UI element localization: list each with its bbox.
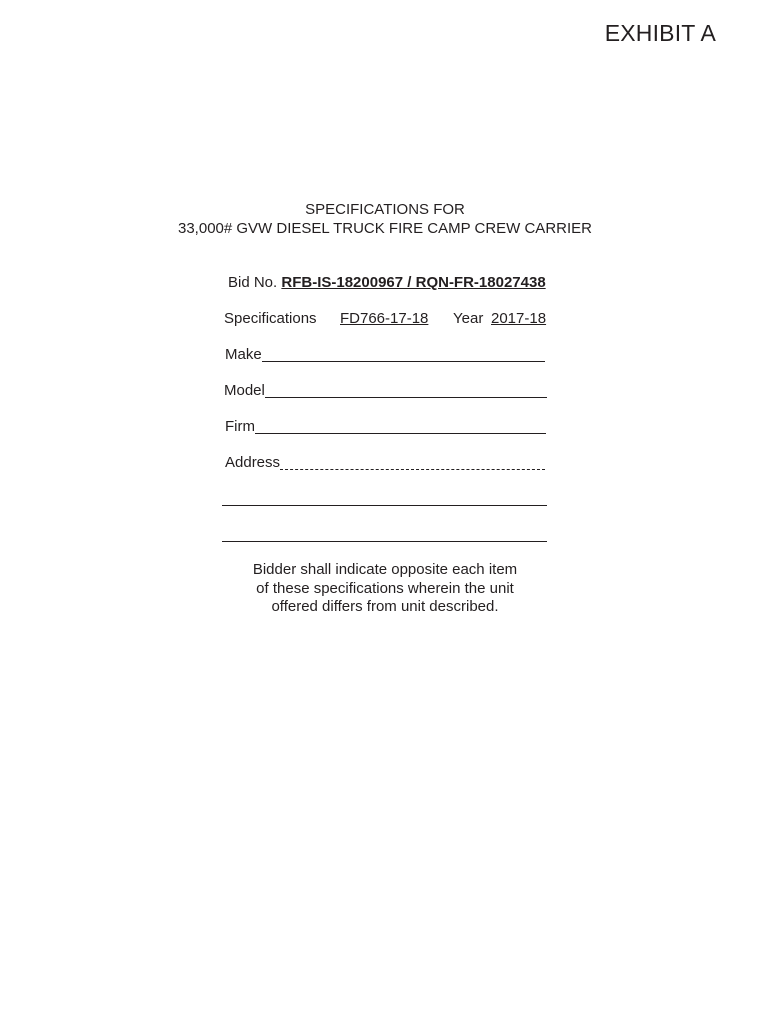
- model-label: Model: [224, 382, 265, 399]
- address-input-line-1[interactable]: [280, 469, 545, 470]
- bid-number-row: [228, 274, 546, 292]
- title-line-1: SPECIFICATIONS FOR: [305, 201, 465, 218]
- note-line-3: offered differs from unit described.: [271, 598, 499, 615]
- firm-label: Firm: [225, 418, 255, 435]
- address-input-line-2[interactable]: [222, 505, 547, 506]
- bidder-note: [0, 561, 770, 617]
- exhibit-label: EXHIBIT A: [604, 20, 716, 46]
- year-value: 2017-18: [491, 310, 547, 327]
- address-label: Address: [225, 454, 281, 471]
- specifications-value: FD766-17-18: [340, 310, 429, 327]
- make-input-line[interactable]: [262, 361, 545, 362]
- specifications-row: [224, 310, 317, 328]
- document-title: [0, 201, 770, 238]
- year-label: Year: [453, 310, 484, 327]
- title-line-2: 33,000# GVW DIESEL TRUCK FIRE CAMP CREW CARRIER: [178, 219, 592, 237]
- model-input-line[interactable]: [265, 397, 547, 398]
- note-line-1: Bidder shall indicate opposite each item: [252, 561, 518, 578]
- firm-input-line[interactable]: [255, 433, 546, 434]
- bid-number-label: Bid No.: [228, 274, 278, 291]
- note-line-2: of these specifications wherein the unit: [256, 579, 514, 597]
- make-label: Make: [225, 346, 262, 363]
- bid-number-value: RFB-IS-18200967 / RQN-FR-18027438: [281, 274, 546, 291]
- specifications-label: Specifications: [224, 310, 317, 327]
- address-input-line-3[interactable]: [222, 541, 547, 542]
